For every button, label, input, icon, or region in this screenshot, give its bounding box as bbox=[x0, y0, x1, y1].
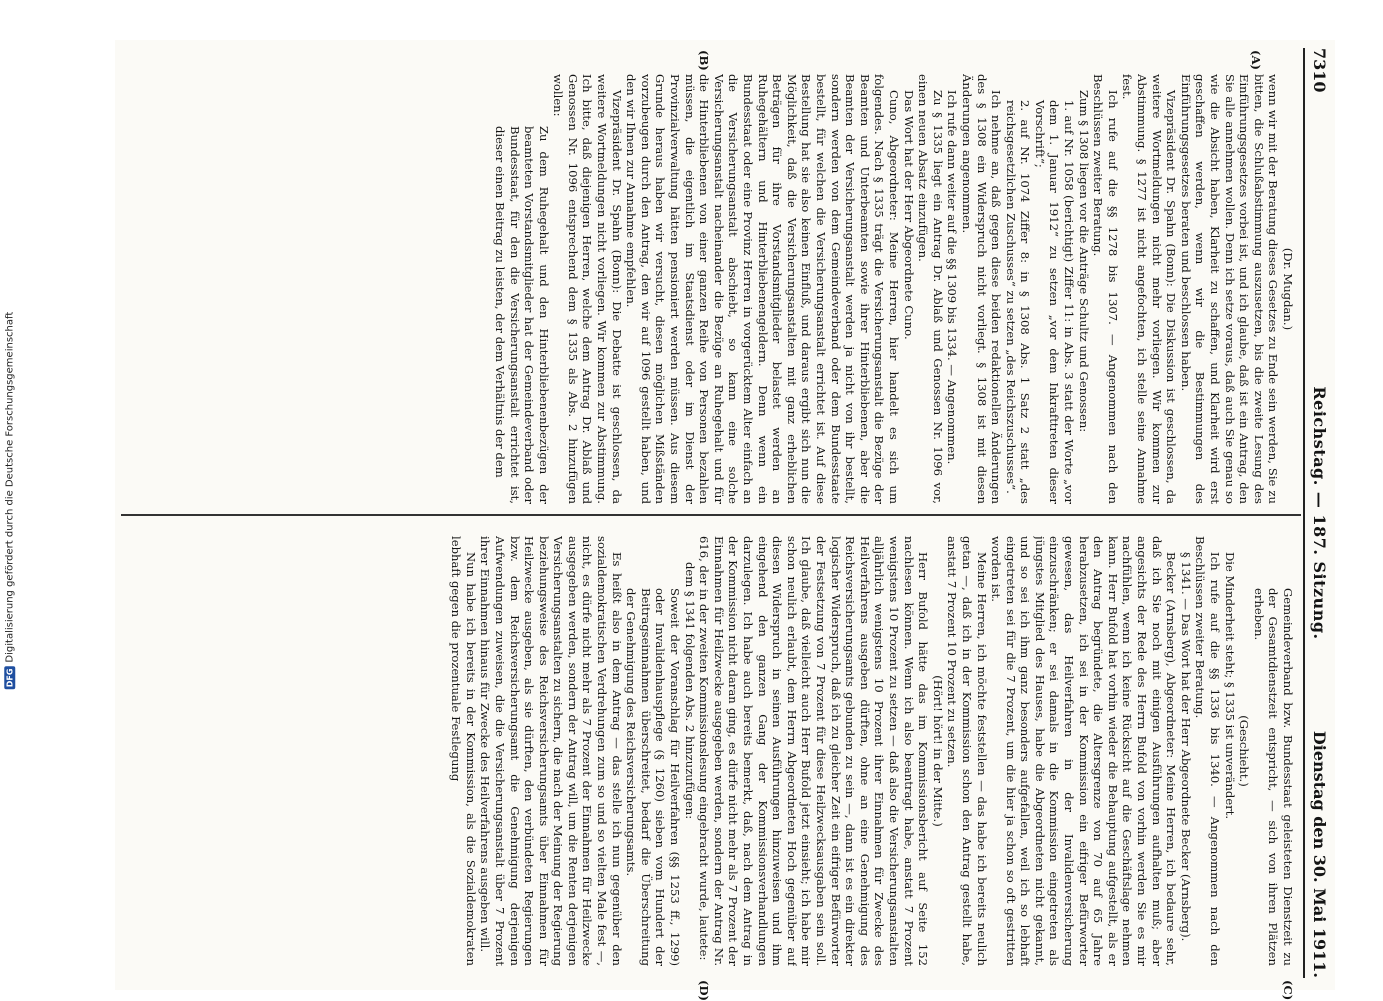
motion-intro: dem § 1341 folgenden Abs. 2 hinzuzufügen: bbox=[682, 562, 697, 820]
margin-mark-a: (A) bbox=[1249, 50, 1263, 70]
paragraph: Es heißt also in dem Antrag — das stelle ich nun gegenüber den sozialdemokratischen Verdrehungen zum so und so vielten Male fest —, nicht, es dürfe nicht mehr als 7 Prozent der Einnahmen für Heilzwecke ausgegeben werden, sondern der Antrag will, um die Renten derjenigen Versicherungsanstalten zu sichern, die nach der Meinung der Regierung beziehungsweise des Reichsversicherungsamts über Einnahmen für Heilzwecke ausgeben, als sie dürften, den verbündeten Regierungen bzw. dem Reichsversicherungsamt die Genehmigung derjenigen Aufwendungen zuweisen, die die Versicherungsanstalt über 7 Prozent ihrer Einnahmen hinaus für Zwecke des Heilverfahrens ausgeben will. bbox=[478, 536, 624, 966]
paragraph: Meine Herren, ich möchte feststellen — das habe ich bereits neulich getan —, daß ich in der Kommission schon den Antrag gestellt habe, anstatt 7 Prozent 10 Prozent zu setzen. bbox=[945, 536, 989, 966]
dfg-credit-text: Digitalisierung gefördert durch die Deutsche Forschungsgemeinschaft bbox=[4, 311, 16, 663]
paragraph: Nun habe ich bereits in der Kommission, als die Sozialdemokraten lebhaft gegen die prozentuale Festlegung bbox=[449, 536, 478, 966]
amendment-item: 1. auf Nr. 1058 (berichtigt) Ziffer 11: in Abs. 3 statt der Worte „vor dem 1. Januar 1912“ zu setzen „vor dem Inkrafttreten dieser Vorschrift“; bbox=[1032, 100, 1077, 504]
paragraph: wenn wir mit der Beratung dieses Gesetzes zu Ende sein werden, Sie zu bitten, die Schlußabstimmung auszusetzen, bis die zweite Lesung des Einführungsgesetzes vorbei ist, und ich glaube, daß ist ein Antrag, den Sie alle annehmen wollen. Denn ich setze voraus, daß auch Sie genau so wie die Absicht haben, Klarheit zu schaffen, und Klarheit wird erst geschaffen werden, wenn wir die Bestimmungen des Einführungsgesetzes beraten und beschlossen haben. bbox=[1178, 74, 1281, 504]
quoted-motion: Gemeindeverband bzw. Bundesstaat geleisteten Dienstzeit zu der Gesamtdienstzeit entspricht, — sich von ihren Plätzen erheben. bbox=[1251, 588, 1295, 966]
paragraph: Die Minderheit steht; § 1335 ist unverändert. bbox=[1222, 552, 1237, 820]
speech: Becker (Arnsberg), Abgeordneter: Meine Herren, ich bedaure sehr, daß ich Sie noch mit einigen Ausführungen aufhalten muß; aber angesichts der Rede des Herrn Bufold von vorhin werden Sie es mir nachfühlen, wenn ich keine Rücksicht auf die Geschäftslage nehmen kann. Herr Bufold hat vorhin wieder die Behauptung aufgestellt, als er den Antrag begründete, die Altersgrenze von 70 auf 65 Jahre herabzusetzen, ich sei in der Kommission ein eifriger Befürworter gewesen, das Heilverfahren in der Invalidenversicherung einzuschränken; er sei damals in die Kommission eingetreten als jüngstes Mitglied des Hauses, habe die Abgeordneten nicht gekannt, und so sei ich ihm ganz besonders aufgefallen, weil ich so lebhaft eingetreten sei für die 7 Prozent, um die hier ja schon so oft gestritten worden ist. bbox=[989, 536, 1179, 966]
header-date: Dienstag den 30. Mai 1911. bbox=[1310, 730, 1329, 978]
amendment-item: 2. auf Nr. 1074 Ziffer 8: in § 1308 Abs. 1 Satz 2 statt „des reichsgesetzlichen Zuschusses“ zu setzen „des Reichszuschusses“. bbox=[1003, 100, 1033, 504]
speaker-tag: (Dr. Mugdan.) bbox=[1281, 247, 1295, 331]
column-divider bbox=[121, 514, 1301, 516]
paragraph: Vizepräsident Dr. Spahn (Bonn): Die Diskussion ist geschlossen, da weitere Wortmeldungen nicht mehr vorliegen. Wir kommen zur Abstimmung. § 1277 ist nicht angefochten, ich stelle seine Annahme fest. bbox=[1120, 74, 1179, 504]
paragraph: Ich rufe auf die §§ 1278 bis 1307. — Angenommen nach den Beschlüssen zweiter Beratung. bbox=[1091, 74, 1120, 504]
right-column bbox=[125, 536, 1295, 966]
quoted-motion: Soweit der Voranschlag für Heilverfahren (§§ 1253 ff., 1299) oder Invalidenhauspflege (§ 1260) sieben vom Hundert der Beitragseinnahmen überschreitet, bedarf die Überschreitung der Genehmigung des Reichsversicherungsamts. bbox=[624, 588, 683, 966]
margin-mark-c: (C) bbox=[1281, 980, 1295, 1001]
header-rule bbox=[1303, 48, 1305, 978]
paragraph: Vizepräsident Dr. Spahn (Bonn): Die Debatte ist geschlossen, da weitere Wortmeldungen nicht vorliegen. Wir kommen zur Abstimmung. Ich bitte, daß diejenigen Herren, welche dem Antrag Dr. Ablaß und Genossen Nr. 1096 entsprechend dem § 1335 als Abs. 2 hinzufügen wollen: bbox=[551, 74, 624, 504]
paragraph: Ich rufe dann weiter auf die §§ 1309 bis 1334. — Angenommen. bbox=[945, 90, 960, 465]
paragraph: Zu § 1335 liegt ein Antrag Dr. Ablaß und Genossen Nr. 1096 vor, einen neuen Absatz einzufügen. bbox=[916, 74, 945, 504]
paragraph: § 1341. — Das Wort hat der Herr Abgeordnete Becker (Arnsberg). bbox=[1178, 552, 1193, 942]
running-head: Reichstag. — 187. Sitzung. bbox=[1310, 386, 1329, 640]
paragraph: Ich nehme an, daß gegen diese beiden redaktionellen Änderungen des § 1308 ein Widerspruch nicht vorliegt. § 1308 ist mit diesen Änderungen angenommen. bbox=[959, 74, 1004, 504]
paragraph: Das Wort hat der Herr Abgeordnete Cuno. bbox=[901, 90, 916, 340]
page-number: 7310 bbox=[1310, 48, 1329, 93]
quoted-motion: Zu dem Ruhegehalt und den Hinterbliebenenbezügen der beamteten Vorstandsmitglieder hat der Gemeindeverband oder Bundesstaat, für den die Versicherungsanstalt errichtet ist, dieser einen Beitrag zu leisten, der dem Verhältnis der dem bbox=[492, 126, 551, 504]
margin-mark-d: (D) bbox=[697, 980, 711, 1001]
left-column bbox=[125, 74, 1295, 504]
paragraph: Zum § 1308 liegen vor die Anträge Schultz und Genossen: bbox=[1076, 90, 1091, 433]
paragraph: Herr Bufold hätte das im Kommissionsbericht auf Seite 152 nachlesen können. Wenn ich also beantragt habe, anstatt 7 Prozent wenigstens 10 Prozent zu setzen — daß also die Versicherungsanstalten alljährlich wenigstens 10 Prozent ihrer Einnahmen für Zwecke des Heilverfahrens ausgeben dürften, ohne an eine Genehmigung des Reichsversicherungsamts gebunden zu sein —, dann ist es ein direkter logischer Widerspruch, daß ich zu gleicher Zeit ein eifriger Befürworter der Festsetzung von 7 Prozent für diese Heilzwecksausgaben sein soll. Ich glaube, daß vielleicht auch Herr Bufold jetzt einsieht; ich habe mir schon neulich erlaubt, dem Herrn Abgeordneten Hoch gegenüber auf diesen Widerspruch in seinen Ausführungen hinzuweisen und ihm eingehend den ganzen Gang der Kommissionsverhandlungen darzulegen. Ich habe auch bereits bemerkt, daß, nach dem Antrag in der Kommission nicht daran ging, es dürfe nicht mehr als 7 Prozent der Einnahmen für Heilzwecke ausgegeben werden, sondern der Antrag Nr. 616, der in der zweiten Kommissionslesung eingebracht wurde, lautete: bbox=[697, 536, 931, 966]
page-header bbox=[1305, 48, 1331, 978]
dfg-credit-strip bbox=[0, 0, 20, 1000]
document-page bbox=[115, 40, 1335, 1001]
margin-mark-b: (B) bbox=[697, 50, 711, 71]
interjection: (Hört! hört! in der Mitte.) bbox=[930, 675, 945, 827]
paragraph: Ich rufe auf die §§ 1336 bis 1340. — Angenommen nach den Beschlüssen zweiter Beratung. bbox=[1193, 536, 1223, 966]
speech: Cuno, Abgeordneter: Meine Herren, hier handelt es sich um folgendes. Nach § 1335 trägt die Versicherungsanstalt die Bezüge der Beamten und Unterbeamten sowie ihrer Hinterbliebenen, aber die Beamten der Versicherungsanstalt werden ja nicht von ihr bestellt, sondern werden von dem Gemeindeverband oder dem Bundesstaate bestellt, für welchen die Versicherungsanstalt errichtet ist. Auf diese Bestellung hat sie also keinen Einfluß, und daraus ergibt sich nun die Möglichkeit, daß die Versicherungsanstalten mit ganz erheblichen Beträgen für ihre Vorstandsmitglieder belastet werden an Ruhegehältern und Hinterbliebenengeldern. Denn wenn ein Bundesstaat oder eine Provinz Herren in vorgerücktem Alter einfach an die Versicherungsanstalt abschiebt, so kann eine solche Versicherungsanstalt nacheinander die Bezüge an Ruhegehalt und für die Hinterbliebenen von einer ganzen Reihe von Personen bezahlen müssen, die eigentlich im Staatsdienst oder im Dienst der Provinzialverwaltung hätten pensioniert werden müssen. Aus diesem Grunde heraus haben wir versucht, diesen möglichen Mißständen vorzubeugen durch den Antrag, den wir auf 1096 gestellt haben, und den wir Ihnen zur Annahme empfehlen. bbox=[624, 74, 901, 504]
interjection: (Geschieht.) bbox=[1237, 715, 1252, 787]
dfg-logo: DFG bbox=[5, 668, 15, 687]
